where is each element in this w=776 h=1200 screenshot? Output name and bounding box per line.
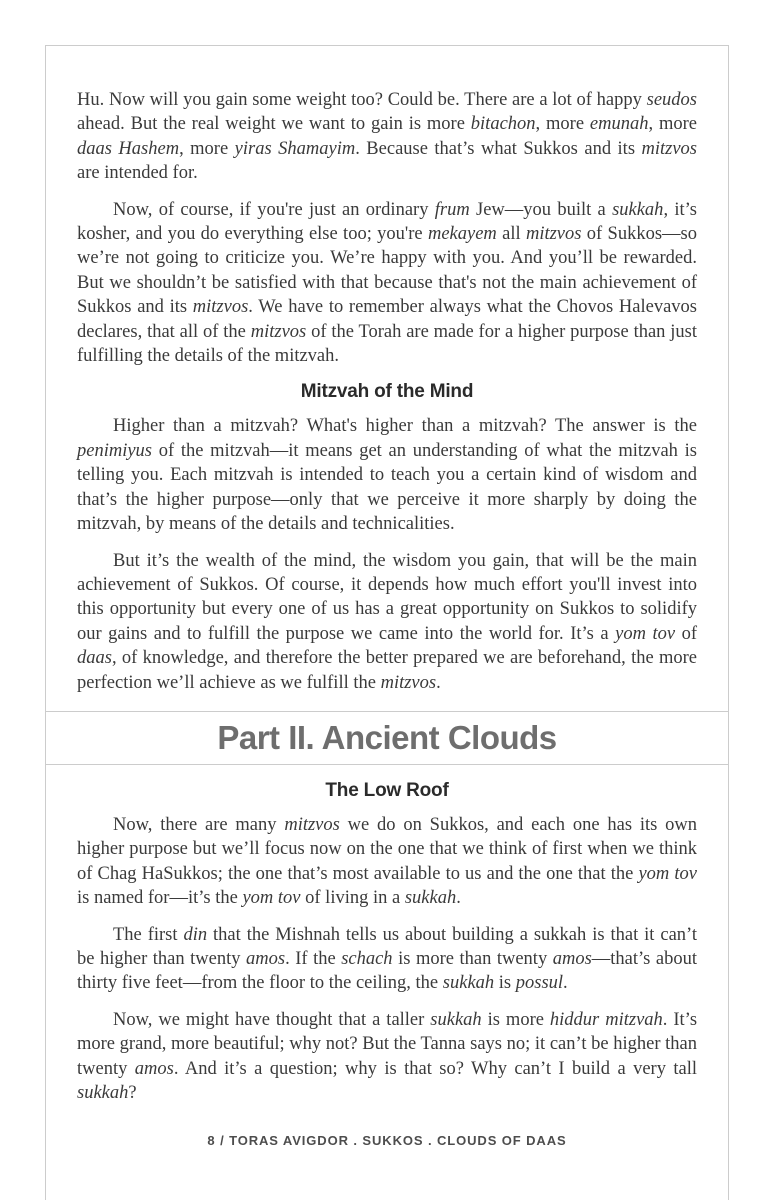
paragraph: But it’s the wealth of the mind, the wisdom you gain, that will be the main achievement of Sukkos. Of course, it depends how much effort you'll invest into this opportunity but every one of us has a great opportunity on Sukkos to solidify our gains and to fulfill the purpose we came into the world for. It’s a yom tov of daas, of knowledge, and therefore the better prepared we are beforehand, the more perfection we’ll achieve as we fulfill the mitzvos. bbox=[77, 550, 697, 693]
paragraph-continuation: Hu. Now will you gain some weight too? Could be. There are a lot of happy seudos ahead. But the real weight we want to gain is more bitachon, more emunah, more daas Hashem, more yiras Shamayim. Because that’s what Sukkos and its mitzvos are intended for. bbox=[77, 90, 698, 184]
paragraph: Now, there are many mitzvos we do on Sukkos, and each one has its own higher purpose but we’ll focus now on the one that we think of first when we think of Chag HaSukkos; the one that’s most available to us and the one that the yom tov is named for—it’s the yom tov of living in a sukkah. bbox=[77, 814, 697, 909]
paragraph: Higher than a mitzvah? What's higher than a mitzvah? The answer is the penimiyus of the mitzvah—it means get an understanding of what the mitzvah is telling you. Each mitzvah is intended to teach you a certain kind of wisdom and that’s the higher purpose—only that we perceive it more sharply by doing the mitzvah, by means of the details and technicalities. bbox=[77, 416, 697, 535]
paragraph: Now, we might have thought that a taller sukkah is more hiddur mitzvah. It’s more grand, more beautiful; why not? But the Tanna says no; it can’t be higher than twenty amos. And it’s a question; why is that so? Why can’t I build a very tall sukkah? bbox=[77, 1009, 698, 1103]
page-footer: 8 / TORAS AVIGDOR . SUKKOS . CLOUDS OF DAAS bbox=[207, 1133, 567, 1149]
section-heading-the-low-roof: The Low Roof bbox=[325, 779, 449, 801]
section-heading-mitzvah-of-the-mind: Mitzvah of the Mind bbox=[300, 381, 474, 403]
part-title: Part II. Ancient Clouds bbox=[217, 718, 557, 756]
paragraph: Now, of course, if you're just an ordinary frum Jew—you built a sukkah, it’s kosher, and you do everything else too; you're mekayem all mitzvos of Sukkos—so we’re not going to criticize you. We’re happy with you. And you’ll be rewarded. But we shouldn’t be satisfied with that because that's not the main achievement of Sukkos and its mitzvos. We have to remember always what the Chovos Halevavos declares, that all of the mitzvos of the Torah are made for a higher purpose than just fulfilling the details of the mitzvah. bbox=[77, 199, 698, 367]
page-frame bbox=[45, 45, 729, 1200]
paragraph: The first din that the Mishnah tells us about building a sukkah is that it can’t be higher than twenty amos. If the schach is more than twenty amos—that’s about thirty five feet—from the floor to the ceiling, the sukkah is possul. bbox=[77, 924, 698, 994]
part-divider bbox=[46, 711, 728, 765]
